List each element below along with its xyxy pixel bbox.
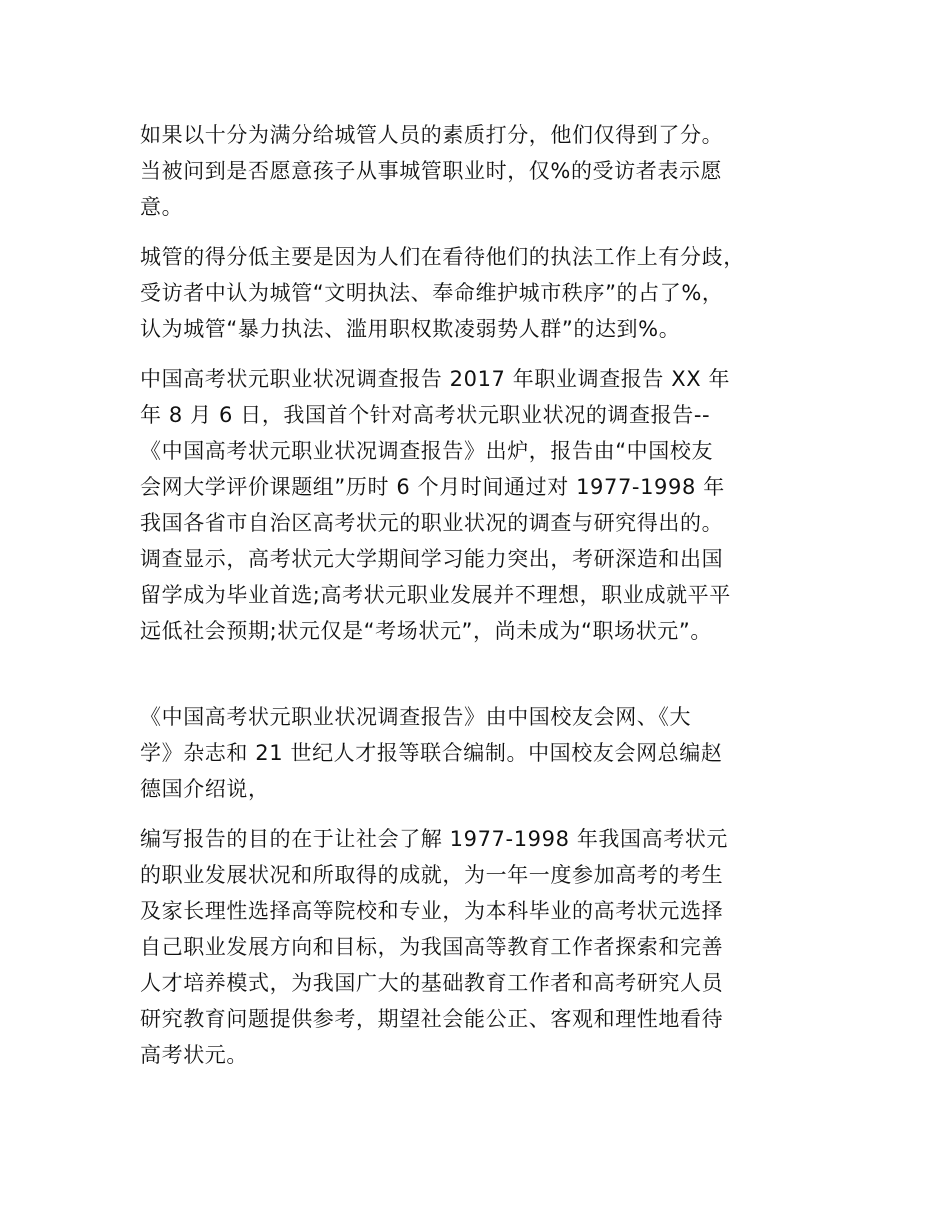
text-line: 如果以十分为满分给城管人员的素质打分，他们仅得到了分。 bbox=[140, 123, 724, 147]
text-line: 意。 bbox=[140, 195, 184, 219]
text-line: 调查显示，高考状元大学期间学习能力突出，考研深造和出国 bbox=[140, 547, 724, 571]
document-body bbox=[140, 117, 830, 1073]
text-line: 我国各省市自治区高考状元的职业状况的调查与研究得出的。 bbox=[140, 511, 724, 535]
text-line: 德国介绍说， bbox=[140, 777, 270, 801]
text-line: 远低社会预期;状元仅是“考场状元”，尚未成为“职场状元”。 bbox=[140, 619, 712, 643]
text-line: 《中国高考状元职业状况调查报告》由中国校友会网、《大 bbox=[140, 705, 692, 729]
text-line: 研究教育问题提供参考，期望社会能公正、客观和理性地看待 bbox=[140, 1007, 724, 1031]
text-line: 中国高考状元职业状况调查报告 2017 年职业调查报告 XX 年 bbox=[140, 367, 731, 391]
text-line: 当被问到是否愿意孩子从事城管职业时，仅%的受访者表示愿 bbox=[140, 159, 723, 183]
paragraph-5 bbox=[140, 821, 830, 1073]
text-line: 高考状元。 bbox=[140, 1043, 248, 1067]
text-line: 城管的得分低主要是因为人们在看待他们的执法工作上有分歧， bbox=[140, 245, 745, 269]
text-line: 留学成为毕业首选;高考状元职业发展并不理想，职业成就平平 bbox=[140, 583, 731, 607]
text-line: 会网大学评价课题组”历时 6 个月时间通过对 1977-1998 年 bbox=[140, 475, 725, 499]
text-line: 《中国高考状元职业状况调查报告》出炉，报告由“中国校友 bbox=[140, 439, 714, 463]
paragraph-3 bbox=[140, 361, 830, 649]
text-line: 自己职业发展方向和目标，为我国高等教育工作者探索和完善 bbox=[140, 935, 724, 959]
text-line: 编写报告的目的在于让社会了解 1977-1998 年我国高考状元 bbox=[140, 827, 729, 851]
text-line: 学》杂志和 21 世纪人才报等联合编制。中国校友会网总编赵 bbox=[140, 741, 723, 765]
paragraph-1 bbox=[140, 117, 830, 225]
text-line: 的职业发展状况和所取得的成就，为一年一度参加高考的考生 bbox=[140, 863, 724, 887]
text-line: 受访者中认为城管“文明执法、奉命维护城市秩序”的占了%， bbox=[140, 281, 724, 305]
text-line: 年 8 月 6 日，我国首个针对高考状元职业状况的调查报告-- bbox=[140, 403, 711, 427]
text-line: 人才培养模式，为我国广大的基础教育工作者和高考研究人员 bbox=[140, 971, 724, 995]
text-line: 认为城管“暴力执法、滥用职权欺凌弱势人群”的达到%。 bbox=[140, 317, 681, 341]
paragraph-4 bbox=[140, 699, 830, 807]
paragraph-2 bbox=[140, 239, 830, 347]
text-line: 及家长理性选择高等院校和专业，为本科毕业的高考状元选择 bbox=[140, 899, 724, 923]
